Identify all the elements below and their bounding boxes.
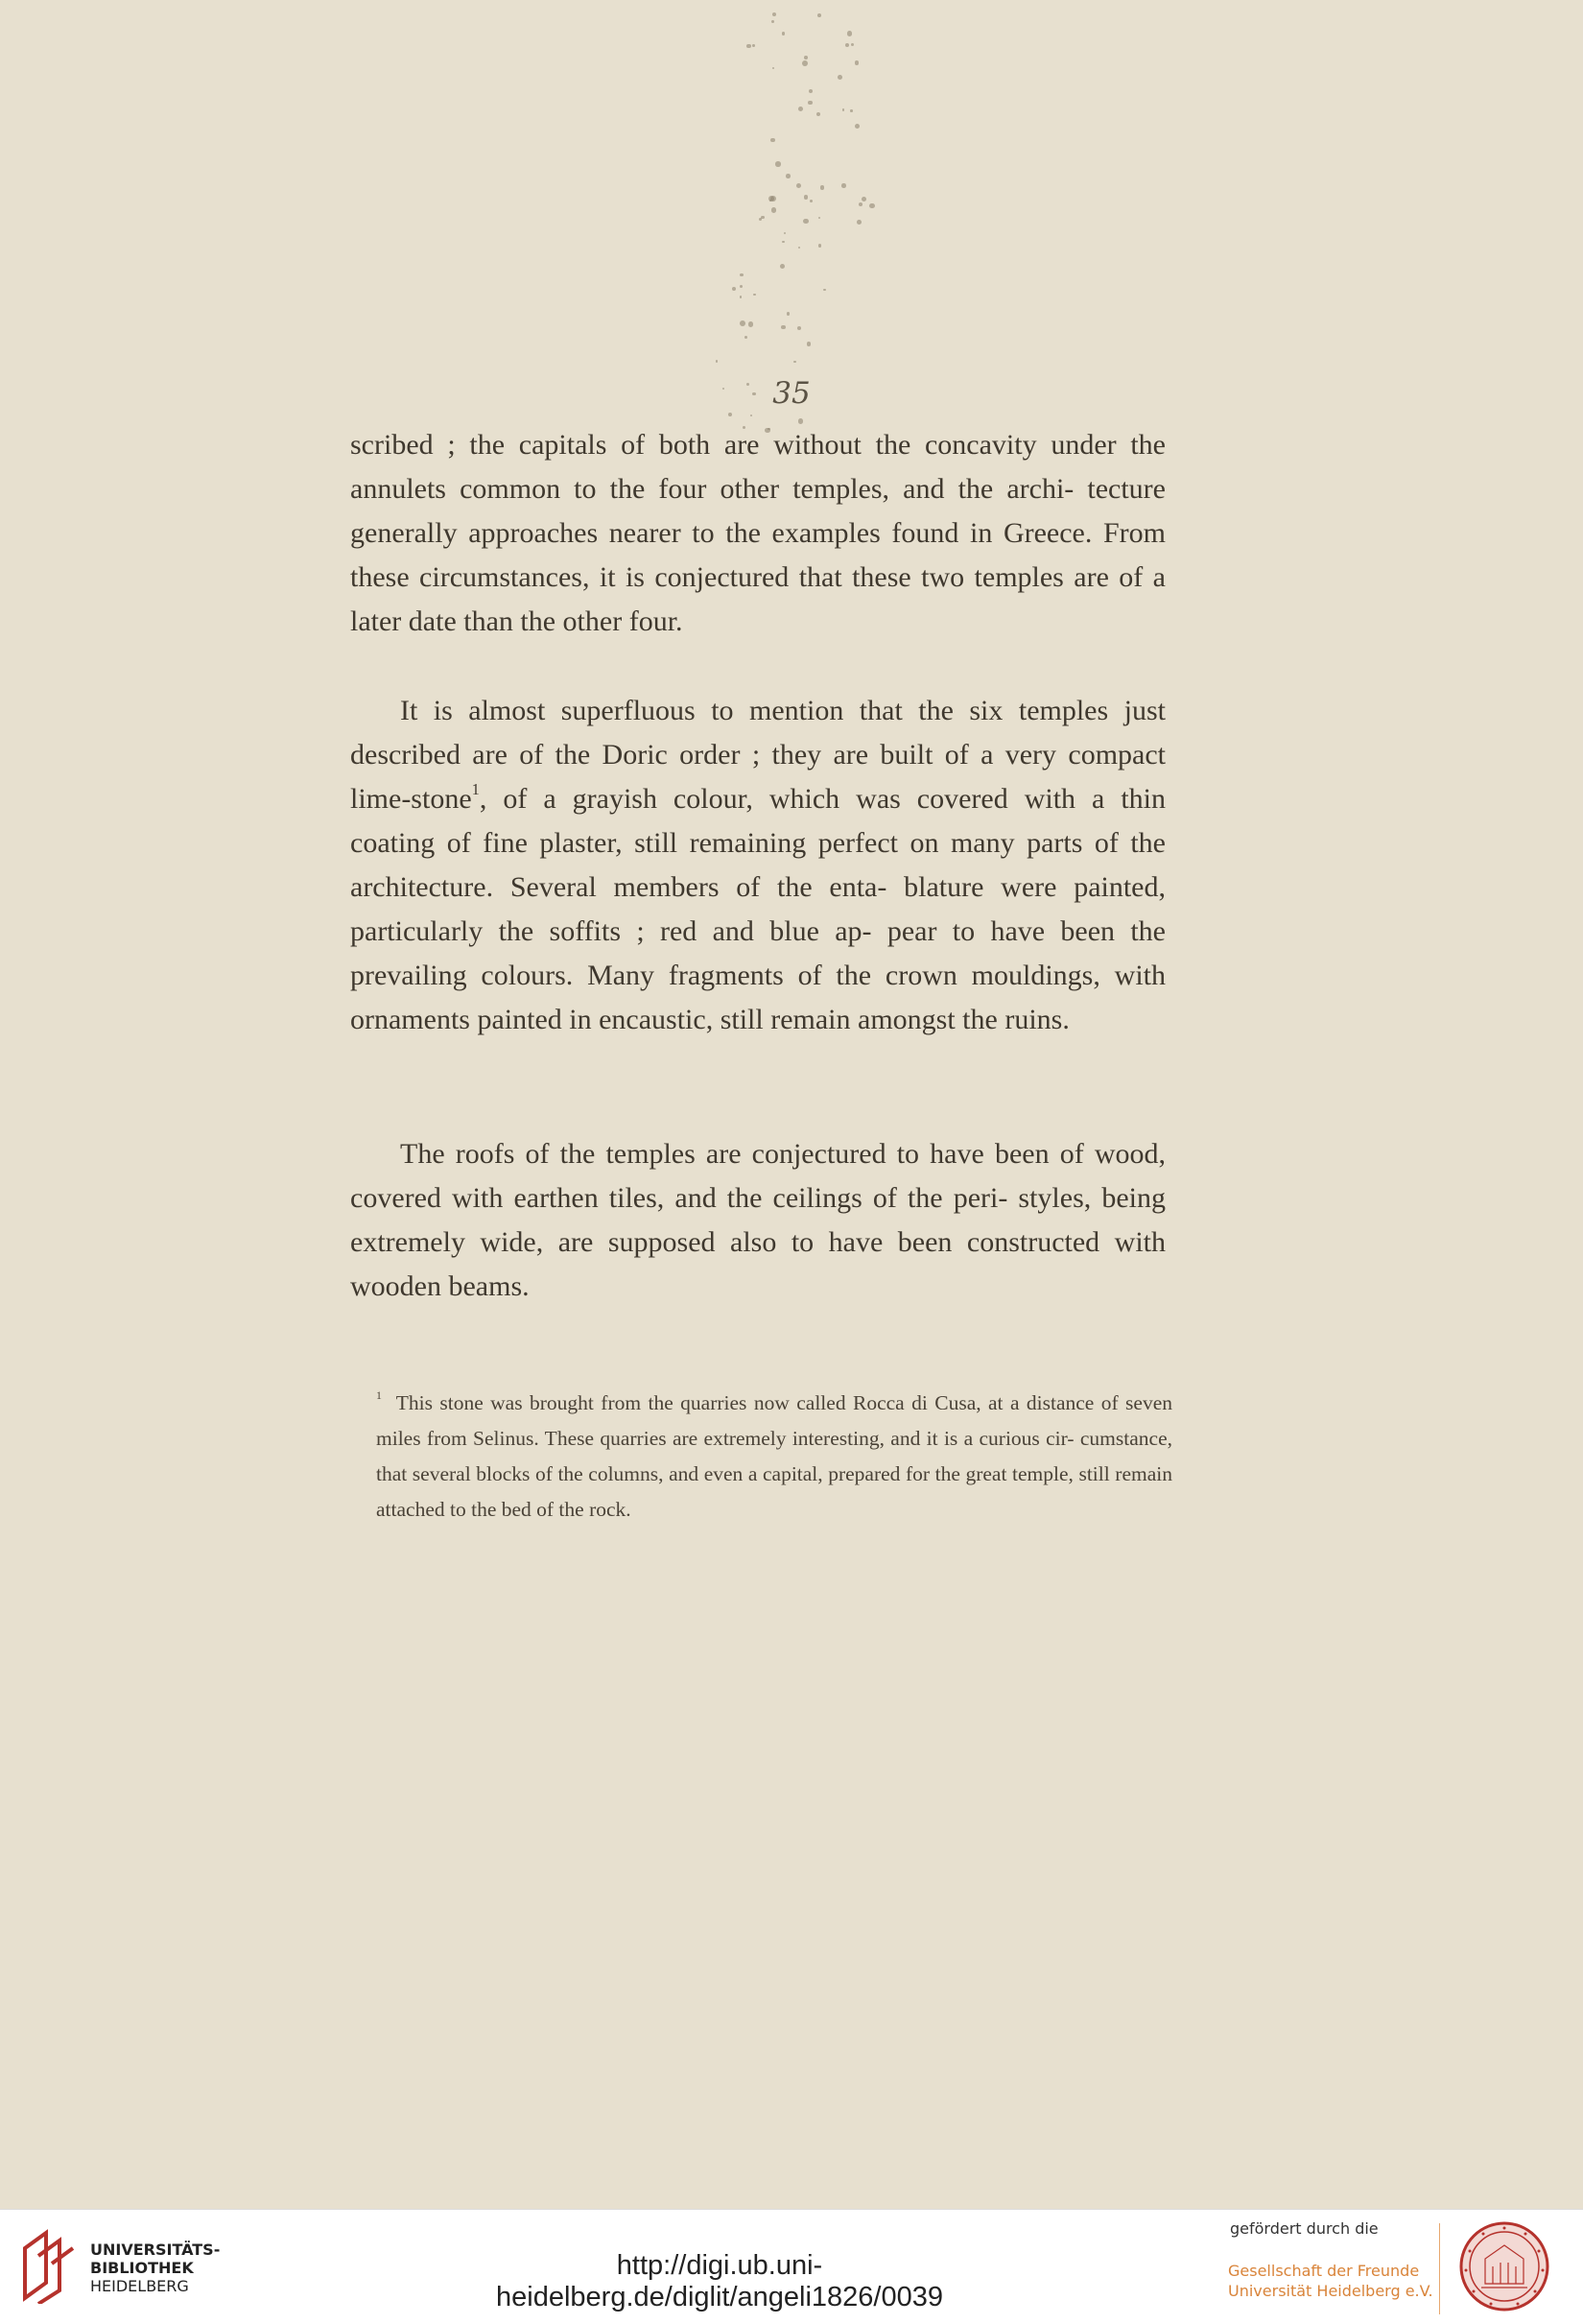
foxing-speck: [820, 185, 825, 190]
paragraph-2-before-note: It is almost superfluous to mention that the six temples just described are of the Doric order ; they are built of a very compact lime-stone: [350, 695, 1166, 815]
foxing-speck: [740, 285, 743, 288]
sponsor-name[interactable]: [1228, 2261, 1433, 2301]
foxing-speck: [862, 197, 866, 202]
foxing-speck: [855, 60, 860, 65]
foxing-speck: [823, 289, 826, 292]
foxing-speck: [771, 20, 774, 23]
foxing-speck: [857, 220, 862, 225]
foxing-speck: [768, 196, 774, 202]
foxing-speck: [781, 325, 785, 329]
page-number: 35: [772, 376, 811, 411]
foxing-speck: [847, 31, 853, 36]
foxing-speck: [838, 75, 842, 80]
foxing-speck: [728, 413, 732, 416]
foxing-speck: [750, 415, 752, 416]
foxing-speck: [782, 32, 786, 36]
sponsor-name-line-2: Universität Heidelberg e.V.: [1228, 2282, 1433, 2300]
foxing-speck: [716, 360, 718, 362]
foxing-speck: [808, 101, 813, 106]
viewer-footer: [0, 2209, 1583, 2324]
sponsor-name-line-1: Gesellschaft der Freunde: [1228, 2262, 1420, 2280]
sponsor-intro: gefördert durch die: [1230, 2219, 1379, 2238]
foxing-speck: [746, 44, 750, 48]
foxing-speck: [740, 320, 745, 326]
foxing-speck: [804, 56, 808, 59]
foxing-speck: [748, 321, 754, 327]
foxing-speck: [816, 112, 820, 116]
foxing-speck: [772, 67, 774, 69]
paragraph-1: scribed ; the capitals of both are without the concavity under the annulets common to the four other temples, and the archi- tecture generally approaches nearer to the examples found in Greece. From these circumstances, it is conjectured that these two temples are of a later date than the other four.: [350, 429, 1166, 637]
foxing-speck: [787, 312, 790, 315]
university-seal-icon: [1458, 2220, 1550, 2312]
foxing-speck: [771, 207, 776, 212]
foxing-speck: [817, 13, 821, 17]
foxing-speck: [809, 89, 813, 93]
foxing-speck: [818, 244, 822, 248]
foxing-speck: [845, 43, 849, 47]
foxing-speck: [851, 43, 854, 46]
library-name-line-3: HEIDELBERG: [90, 2277, 189, 2295]
foxing-speck: [786, 174, 791, 178]
foxing-speck: [798, 107, 803, 111]
foxing-speck: [784, 232, 786, 234]
foxing-speck: [753, 294, 756, 296]
library-name-line-1: UNIVERSITÄTS-: [90, 2241, 221, 2259]
foxing-speck: [744, 336, 747, 339]
foxing-speck: [752, 44, 755, 47]
foxing-speck: [782, 241, 785, 244]
paragraph-2: [350, 689, 1166, 1042]
library-name-line-2: BIBLIOTHEK: [90, 2259, 194, 2277]
foxing-speck: [740, 273, 744, 277]
footnote-text: This stone was brought from the quarries now called Rocca di Cusa, at a distance of seven miles from Selinus. These quarries are extremely interesting, and it is a curious cir- cumstance, that several blocks of the columns, and even a capital, prepared for the great temple, still remain attached to the bed of the rock.: [376, 1391, 1173, 1521]
foxing-speck: [802, 60, 808, 66]
foxing-speck: [740, 296, 743, 298]
foxing-speck: [842, 108, 845, 111]
library-name: [90, 2241, 220, 2295]
foxing-speck: [869, 203, 875, 209]
university-library-logo-icon[interactable]: [17, 2227, 86, 2304]
foxing-speck: [732, 287, 736, 291]
foxing-speck: [796, 183, 801, 188]
foxing-speck: [780, 264, 785, 269]
footnote-reference: 1: [471, 779, 480, 798]
foxing-speck: [818, 217, 820, 219]
foxing-speck: [807, 342, 811, 345]
foxing-speck: [859, 202, 862, 206]
permalink-url[interactable]: http://digi.ub.uni-heidelberg.de/diglit/angeli1826/0039: [496, 2250, 943, 2312]
footer-divider: [1439, 2223, 1440, 2314]
foxing-speck: [810, 200, 813, 202]
foxing-speck: [850, 109, 853, 112]
foxing-speck: [841, 183, 846, 188]
foxing-speck: [761, 216, 764, 219]
foxing-speck: [798, 247, 801, 249]
foxing-speck: [803, 219, 808, 224]
foxing-speck: [797, 326, 801, 330]
footnote-marker: 1: [376, 1388, 382, 1403]
foxing-speck: [855, 124, 860, 129]
foxing-speck: [770, 138, 774, 142]
foxing-speck: [793, 361, 796, 364]
foxing-speck: [772, 12, 776, 16]
footnote: [376, 1386, 1172, 1528]
foxing-speck: [804, 195, 808, 199]
paragraph-3: The roofs of the temples are conjectured to have been of wood, covered with earthen tiles, and the ceilings of the peri- styles, being extremely wide, are supposed also to have been constructed with wooden beams.: [350, 1138, 1166, 1302]
foxing-speck: [775, 161, 781, 167]
paragraph-2-after-note: , of a grayish colour, which was covered with a thin coating of fine plaster, still remaining perfect on many parts of the architecture. Several members of the enta- blature were painted, particularly the soffits ; red and blue ap- pear to have been the prevailing colours. Many fragments of the crown mouldings, with ornaments painted in encaustic, still remain amongst the ruins.: [350, 783, 1166, 1035]
